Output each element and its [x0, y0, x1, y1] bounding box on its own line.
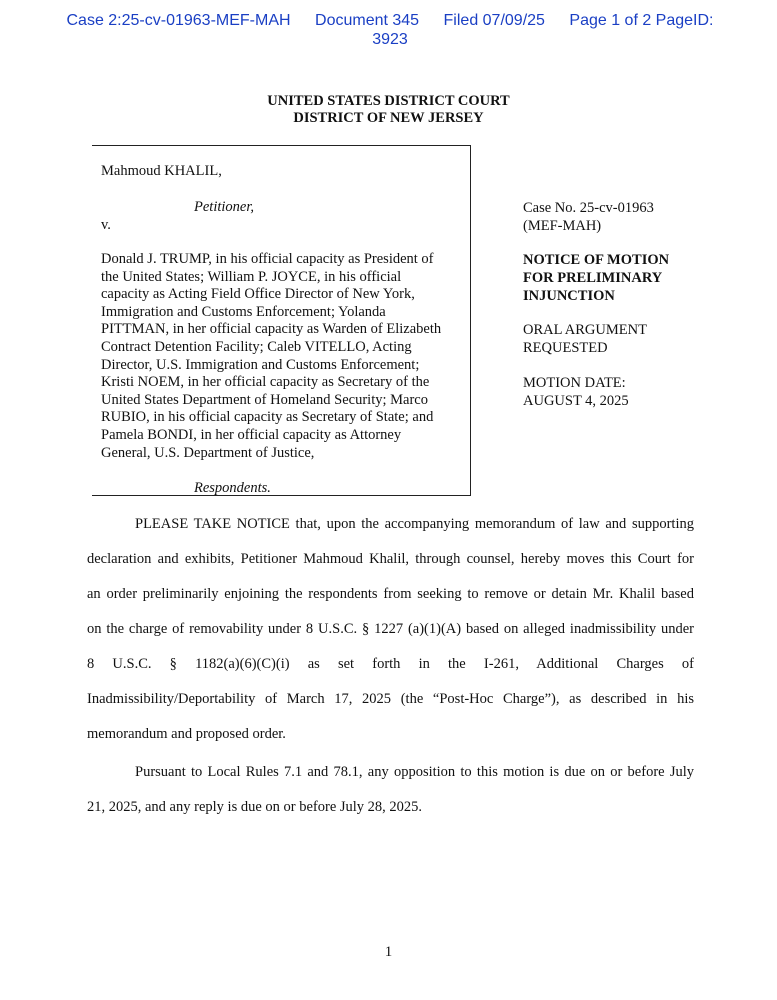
page-number: 1	[384, 944, 393, 960]
motion-title-line: INJUNCTION	[523, 288, 615, 304]
ecf-filed-date: Filed 07/09/25	[443, 12, 545, 29]
body-line: 8 U.S.C. § 1182(a)(6)(C)(i) as set forth in the I-261, Additional Charges of	[87, 656, 694, 672]
respondents-line: Donald J. TRUMP, in his official capacity as President of	[101, 251, 434, 267]
respondents-line: Director, U.S. Immigration and Customs Enforcement;	[101, 356, 420, 373]
respondents-line: Contract Detention Facility; Caleb VITELLO, Acting	[101, 338, 412, 355]
motion-date-value: AUGUST 4, 2025	[523, 393, 629, 409]
court-district: DISTRICT OF NEW JERSEY	[293, 110, 484, 126]
petitioner-label: Petitioner,	[194, 199, 255, 215]
respondents-line: United States Department of Homeland Security; Marco	[101, 391, 428, 408]
body-line: declaration and exhibits, Petitioner Mahmoud Khalil, through counsel, hereby moves this Court for	[87, 551, 694, 567]
respondents-line: RUBIO, in his official capacity as Secretary of State; and	[101, 409, 434, 426]
ecf-page-id: 3923	[372, 31, 408, 48]
case-number: Case No. 25-cv-01963	[523, 200, 654, 216]
ecf-document-number: Document 345	[315, 12, 420, 29]
respondents-line: Pamela BONDI, in her official capacity as Attorney	[101, 426, 402, 443]
respondents-line: the United States; William P. JOYCE, in his official	[101, 268, 402, 285]
case-judges: (MEF-MAH)	[523, 218, 602, 234]
oral-argument-line: REQUESTED	[523, 340, 608, 356]
respondents-line: capacity as Acting Field Office Director of New York,	[101, 286, 415, 303]
body-line: an order preliminarily enjoining the respondents from seeking to remove or detain Mr. Khalil based	[87, 586, 694, 602]
respondents-list	[101, 251, 441, 462]
body-line: 21, 2025, and any reply is due on or before July 28, 2025.	[87, 799, 423, 815]
respondents-line: Immigration and Customs Enforcement; Yolanda	[101, 303, 386, 320]
motion-date-block	[523, 374, 629, 410]
ecf-page-count: Page 1 of 2 PageID:	[569, 12, 714, 29]
respondents-line: General, U.S. Department of Justice,	[101, 444, 315, 461]
case-number-block	[523, 199, 654, 235]
body-line: Pursuant to Local Rules 7.1 and 78.1, any opposition to this motion is due on or before July	[135, 764, 694, 780]
ecf-case-number: Case 2:25-cv-01963-MEF-MAH	[66, 12, 291, 29]
court-heading	[0, 93, 777, 127]
court-name: UNITED STATES DISTRICT COURT	[267, 93, 510, 109]
versus-label: v.	[101, 217, 111, 233]
body-line: memorandum and proposed order.	[87, 726, 286, 742]
oral-argument-block	[523, 321, 647, 357]
body-line: on the charge of removability under 8 U.S.C. § 1227 (a)(1)(A) based on alleged inadmissibility under	[87, 621, 694, 637]
ecf-header	[40, 11, 740, 49]
petitioner-name: Mahmoud KHALIL,	[101, 163, 222, 179]
motion-title-line: NOTICE OF MOTION	[523, 252, 670, 268]
motion-title-line: FOR PRELIMINARY	[523, 270, 663, 286]
motion-title	[523, 251, 669, 305]
respondents-line: Kristi NOEM, in her official capacity as Secretary of the	[101, 374, 430, 391]
body-line: Inadmissibility/Deportability of March 17, 2025 (the “Post-Hoc Charge”), as described in his	[87, 691, 694, 707]
oral-argument-line: ORAL ARGUMENT	[523, 322, 647, 338]
respondents-label: Respondents.	[194, 480, 271, 496]
motion-date-label: MOTION DATE:	[523, 375, 626, 391]
body-line: PLEASE TAKE NOTICE that, upon the accompanying memorandum of law and supporting	[135, 516, 694, 532]
respondents-line: PITTMAN, in her official capacity as Warden of Elizabeth	[101, 321, 442, 338]
